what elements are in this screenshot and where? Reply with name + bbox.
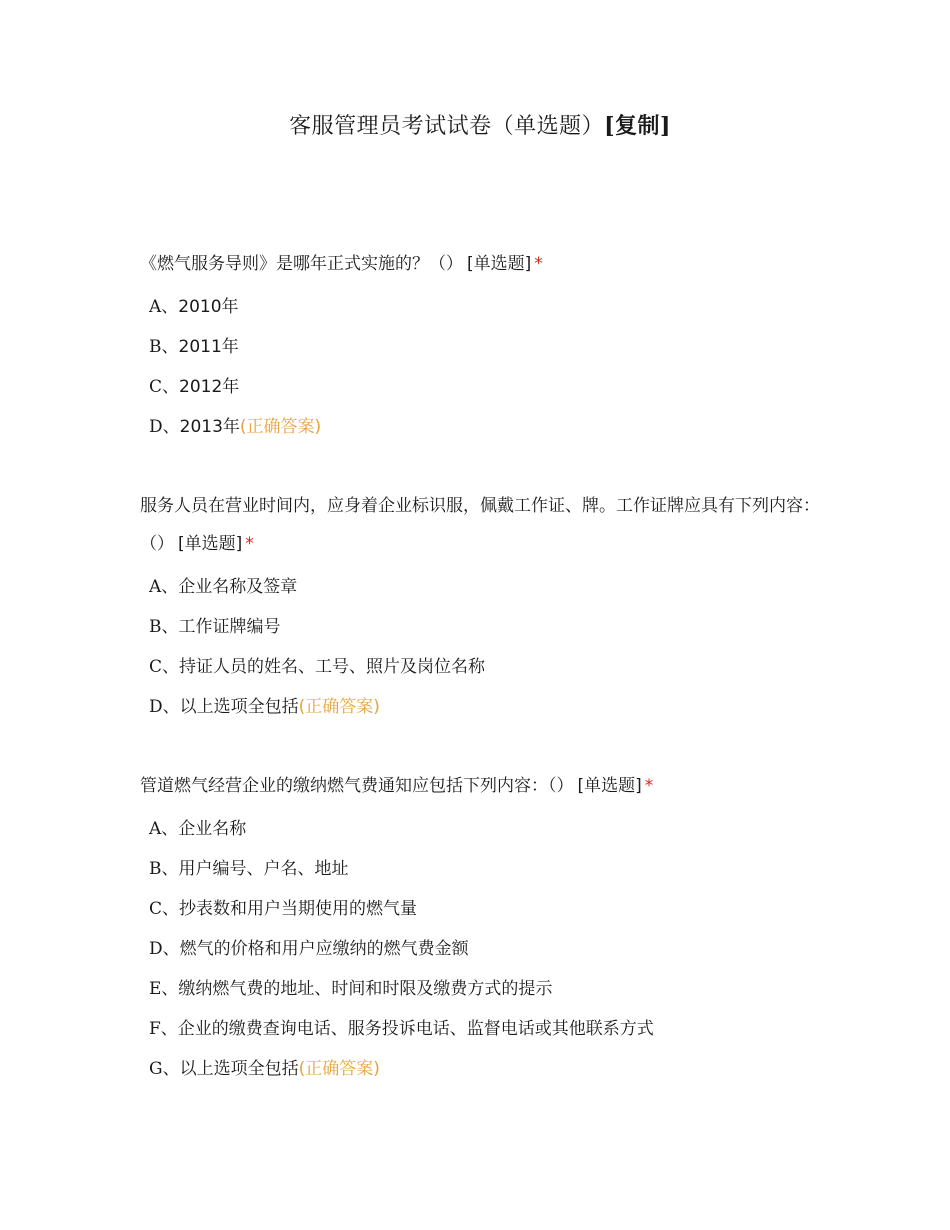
- required-mark: *: [534, 254, 543, 274]
- title-main: 客服管理员考试试卷（单选题）: [289, 114, 605, 139]
- option-text: 2012年: [179, 377, 240, 397]
- option-a[interactable]: [140, 809, 830, 849]
- question-text: [140, 245, 830, 283]
- question-1: [140, 245, 830, 447]
- option-text: 以上选项全包括: [179, 1059, 299, 1079]
- option-c[interactable]: [140, 647, 830, 687]
- option-letter: F、: [149, 1019, 178, 1039]
- required-mark: *: [245, 534, 254, 554]
- option-letter: B、: [149, 337, 179, 357]
- question-2: [140, 487, 830, 727]
- option-text: 企业名称: [178, 819, 247, 839]
- option-letter: A、: [149, 577, 179, 597]
- option-text: 2011年: [178, 337, 239, 357]
- option-letter: D、: [149, 939, 180, 959]
- option-f[interactable]: [140, 1009, 830, 1049]
- option-letter: C、: [149, 377, 180, 397]
- option-letter: G、: [149, 1059, 180, 1079]
- title-copy-suffix: [复制]: [604, 113, 671, 139]
- question-stem: 《燃气服务导则》是哪年正式实施的？（）: [140, 254, 463, 274]
- option-text: 工作证牌编号: [178, 617, 281, 637]
- option-letter: A、: [149, 297, 179, 317]
- option-letter: B、: [149, 617, 179, 637]
- option-letter: C、: [149, 657, 180, 677]
- question-text: [140, 767, 830, 805]
- option-letter: A、: [149, 819, 179, 839]
- option-letter: D、: [149, 417, 180, 437]
- option-letter: C、: [149, 899, 180, 919]
- option-b[interactable]: [140, 327, 830, 367]
- option-letter: D、: [149, 697, 180, 717]
- option-text: 企业的缴费查询电话、服务投诉电话、监督电话或其他联系方式: [177, 1019, 654, 1039]
- option-a[interactable]: [140, 287, 830, 327]
- question-type-label: [单选题]: [178, 534, 243, 554]
- option-e[interactable]: [140, 969, 830, 1009]
- option-text: 企业名称及签章: [178, 577, 298, 597]
- options-list: [140, 567, 830, 727]
- option-text: 持证人员的姓名、工号、照片及岗位名称: [179, 657, 486, 677]
- question-type-label: [单选题]: [467, 254, 532, 274]
- option-text: 2010年: [178, 297, 239, 317]
- question-stem: 服务人员在营业时间内，应身着企业标识服，佩戴工作证、牌。工作证牌应具有下列内容：（）: [140, 496, 820, 554]
- question-stem: 管道燃气经营企业的缴纳燃气费通知应包括下列内容：（）: [140, 776, 574, 796]
- option-text: 燃气的价格和用户应缴纳的燃气费金额: [179, 939, 469, 959]
- option-text: 2013年: [179, 417, 240, 437]
- option-c[interactable]: [140, 889, 830, 929]
- option-c[interactable]: [140, 367, 830, 407]
- option-text: 缴纳燃气费的地址、时间和时限及缴费方式的提示: [178, 979, 553, 999]
- page-title: [0, 108, 950, 145]
- option-text: 以上选项全包括: [179, 697, 299, 717]
- option-b[interactable]: [140, 849, 830, 889]
- option-d[interactable]: [140, 687, 830, 727]
- correct-answer-tag: (正确答案): [298, 1059, 380, 1079]
- required-mark: *: [644, 776, 654, 796]
- option-text: 用户编号、户名、地址: [178, 859, 349, 879]
- option-b[interactable]: [140, 607, 830, 647]
- option-g[interactable]: [140, 1049, 830, 1089]
- question-text: [140, 487, 830, 563]
- option-text: 抄表数和用户当期使用的燃气量: [179, 899, 418, 919]
- option-d[interactable]: [140, 407, 830, 447]
- option-d[interactable]: [140, 929, 830, 969]
- correct-answer-tag: (正确答案): [239, 417, 322, 437]
- correct-answer-tag: (正确答案): [298, 697, 380, 717]
- question-type-label: [单选题]: [577, 776, 642, 796]
- option-letter: B、: [149, 859, 179, 879]
- options-list: [140, 809, 830, 1089]
- question-3: [140, 767, 830, 1089]
- option-letter: E、: [149, 979, 179, 999]
- option-a[interactable]: [140, 567, 830, 607]
- options-list: [140, 287, 830, 447]
